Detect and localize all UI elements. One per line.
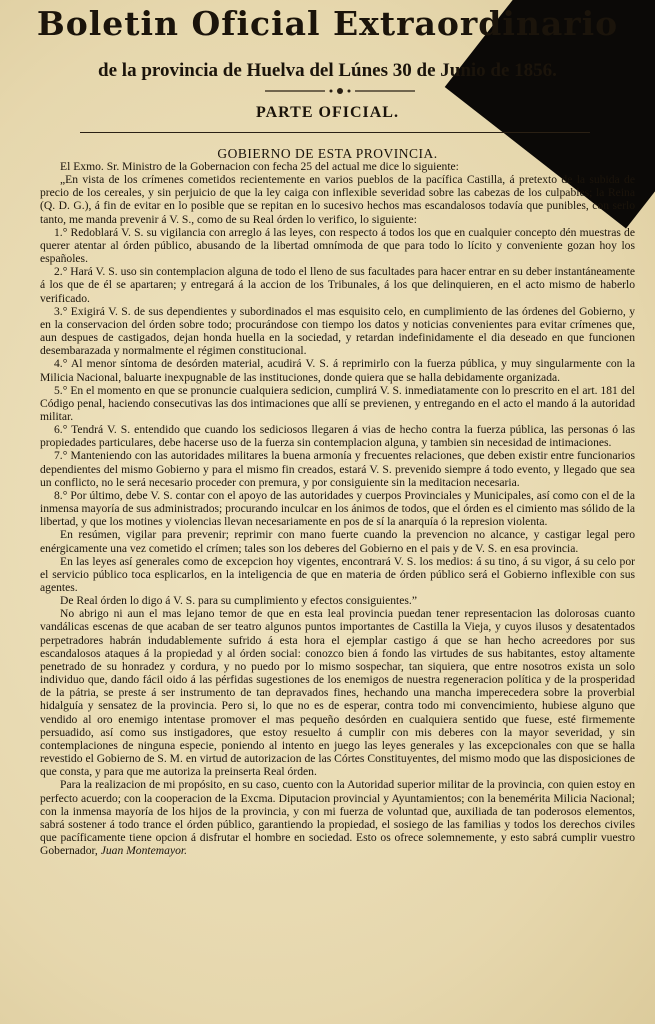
- article-item: 1.° Redoblará V. S. su vigilancia con arreglo á las leyes, con respecto á todos los que en cualquier concepto dén muestras de querer atentar al órden público, abusando de la libertad omnímoda de que para todo lo lícito y conveniente gozan hoy los españoles.: [40, 225, 635, 266]
- laws-paragraph: En las leyes así generales como de excepcion hoy vigentes, encontrará V. S. los medios: á su tino, á su vigor, á su celo por el servicio público toca esplicarlos, en la inteligencia de que en materia de órden público será el Gobierno inflexible con sus agentes.: [40, 554, 635, 594]
- final-paragraph: [40, 778, 635, 857]
- article-item: 8.° Por último, debe V. S. contar con el apoyo de las autoridades y cuerpos Provinciales y Municipales, así como con el de la inmensa mayoría de sus administrados; procurando inculcar en los ánimos de todos, que el órden es el cimiento mas sólido de la libertad, y que los motines y violencias llevan necesariamente en pos de sí la anarquía ó la represion violenta.: [40, 488, 636, 529]
- article-item: 4.° Al menor síntoma de desórden material, acudirá V. S. á reprimirlo con la fuerza pública, y muy singularmente con la Milicia Nacional, baluarte inexpugnable de las instituciones, donde quiera que se halla debidamente organizada.: [40, 357, 635, 384]
- section-rule: [80, 132, 590, 133]
- ornament-divider: [265, 86, 415, 96]
- signature: Juan Montemayor.: [100, 844, 188, 858]
- article-item: 5.° En el momento en que se pronuncie cualquiera sedicion, cumplirá V. S. inmediatamente con lo prescrito en el art. 181 del Código penal, haciendo consecutivas las dos intimaciones que allí se previenen, y entregando en el acto el mando á la autoridad militar.: [40, 383, 635, 423]
- masthead-title: Boletin Oficial Extraordinario: [36, 4, 619, 43]
- article-item: 6.° Tendrá V. S. entendido que cuando los sediciosos llegaren á vias de hecho contra la fuerza pública, las personas ó las propiedades particulares, debe hacerse uso de la fuerza sin contemplacion alguna, y tambien sin necesidad de intimaciones.: [40, 423, 635, 450]
- article-item: 2.° Hará V. S. uso sin contemplacion alguna de todo el lleno de sus facultades para hacer entrar en su deber instantáneamente á los que de él se apartaren; y entregará á la accion de los Tribunales, á los que delinquieren, en el acto mismo de haberlo verificado.: [40, 265, 635, 305]
- intro-paragraph: El Exmo. Sr. Ministro de la Gobernacion con fecha 25 del actual me dice lo siguiente:: [60, 160, 459, 173]
- governor-paragraph: No abrigo ni aun el mas lejano temor de que en esta leal provincia puedan tener representacion las dolorosas cuanto vandálicas escenas de que acaban de ser teatro algunos puntos importantes de Castilla la Vieja, y cuyos ilusos y desatentados perpetradores habrán indudablemente sufrido á esta hora el ejemplar castigo á que se han hecho acreedores por sus escandalosos ataques á la propiedad y al órden social: conozco bien á fondo las virtudes de sus habitantes, estoy altamente penetrado de su honradez y cordura, y no puedo por lo mismo sospechar, tan siquiera, que entre nosotros exista un solo individuo que, dando fácil oido á las pérfidas sugestiones de los enemigos de nuestra regeneracion política y de la prosperidad de la pátria, se preste á ser instrumento de tan depravados fines, hechando una mancha imperecedera sobre la proverbial hidalguía y sensatez de la provincia. Pero si, lo que no es de esperar, contra todo mi convencimiento, hubiese alguno que vendido al oro enemigo intentase promover el mas pequeño desórden en cualquiera sentido que fuese, esté firmemente persuadido, así como sus instigadores, que estoy resuelto á cumplir con mis deberes con la mayor severidad, y sin contemplaciones de ninguna especie, poniendo al intento en juego las leyes generales y las excepcionales con que se halla revestido el Gobierno de S. M. en virtud de autorizacion de las Córtes Constituyentes, del mismo modo que las disposiciones de que consta, y para que me autoriza la preinserta Real órden.: [40, 607, 635, 779]
- masthead-subtitle: de la provincia de Huelva del Lúnes 30 de Junio de 1856.: [98, 60, 557, 81]
- closing-quote-paragraph: De Real órden lo digo á V. S. para su cumplimiento y efectos consiguientes.”: [60, 594, 417, 608]
- article-item: 7.° Manteniendo con las autoridades militares la buena armonía y frecuentes relaciones, que deben existir entre funcionarios dependientes del mismo Gobierno y para el mismo fin creados, estará V. S. prevenido siempre á todo evento, y llegado que sea un conflicto, no le será necesario proceder con premura, y por consiguiente sin la meditacion necesaria.: [40, 449, 635, 489]
- article-body: [40, 160, 635, 857]
- article-item: 3.° Exigirá V. S. de sus dependientes y subordinados el mas esquisito celo, en cumplimiento de las órdenes del Gobierno, y en la conservacion del órden sobre todo; procurándose con tiempo los datos y noticias convenientes para evitar crímenes que, aun despues de castigados, dejan honda huella en la sociedad, y retardan indefinidamente el dia deseado en que funcionen desembarazada y normalmente el régimen constitucional.: [40, 304, 635, 358]
- summary-paragraph: En resúmen, vigilar para prevenir; reprimir con mano fuerte cuando la prevencion no alcance, y castigar legal pero enérgicamente una vez cometido el crímen; tales son los deberes del Gobierno en el pais y de V. S. en esa provincia.: [40, 528, 635, 555]
- quoted-paragraph: „En vista de los crímenes cometidos recientemente en varios pueblos de la pacífica Castilla, á pretexto de la subida de precio de los cereales, y sin perjuicio de que la ley caiga con inflexible severidad sobre las cabezas de los culpables; la Reina (Q. D. G.), á fin de evitar en lo posible que se repitan en lo sucesivo hechos mas escandalosos todavía que punibles, con serlo tanto, me manda prevenir á V. S., como de su Real órden lo verifico, lo siguiente:: [40, 173, 635, 226]
- section-title: PARTE OFICIAL.: [256, 104, 399, 121]
- article-heading: GOBIERNO DE ESTA PROVINCIA.: [217, 146, 438, 161]
- final-text: Para la realizacion de mi propósito, en su caso, cuento con la Autoridad superior militar de la provincia, con quien estoy en perfecto acuerdo; con la cooperacion de la Excma. Diputacion provincial y Ayuntamientos; con la benemérita Milicia Nacional; con la inmensa mayoría de los hijos de la provincia, y con mi fuerza de voluntad que, auxiliada de tan poderosos elementos, sabrá sostener á todo trance el órden público, garantiendo la propiedad, el sosiego de las familias y todos los derechos civiles que pacíficamente tiene opcion á disfrutar el hombre en sociedad. Esto os ofrece solemnemente, y esto sabrá cumplir vuestro Gobernador,: [40, 778, 635, 858]
